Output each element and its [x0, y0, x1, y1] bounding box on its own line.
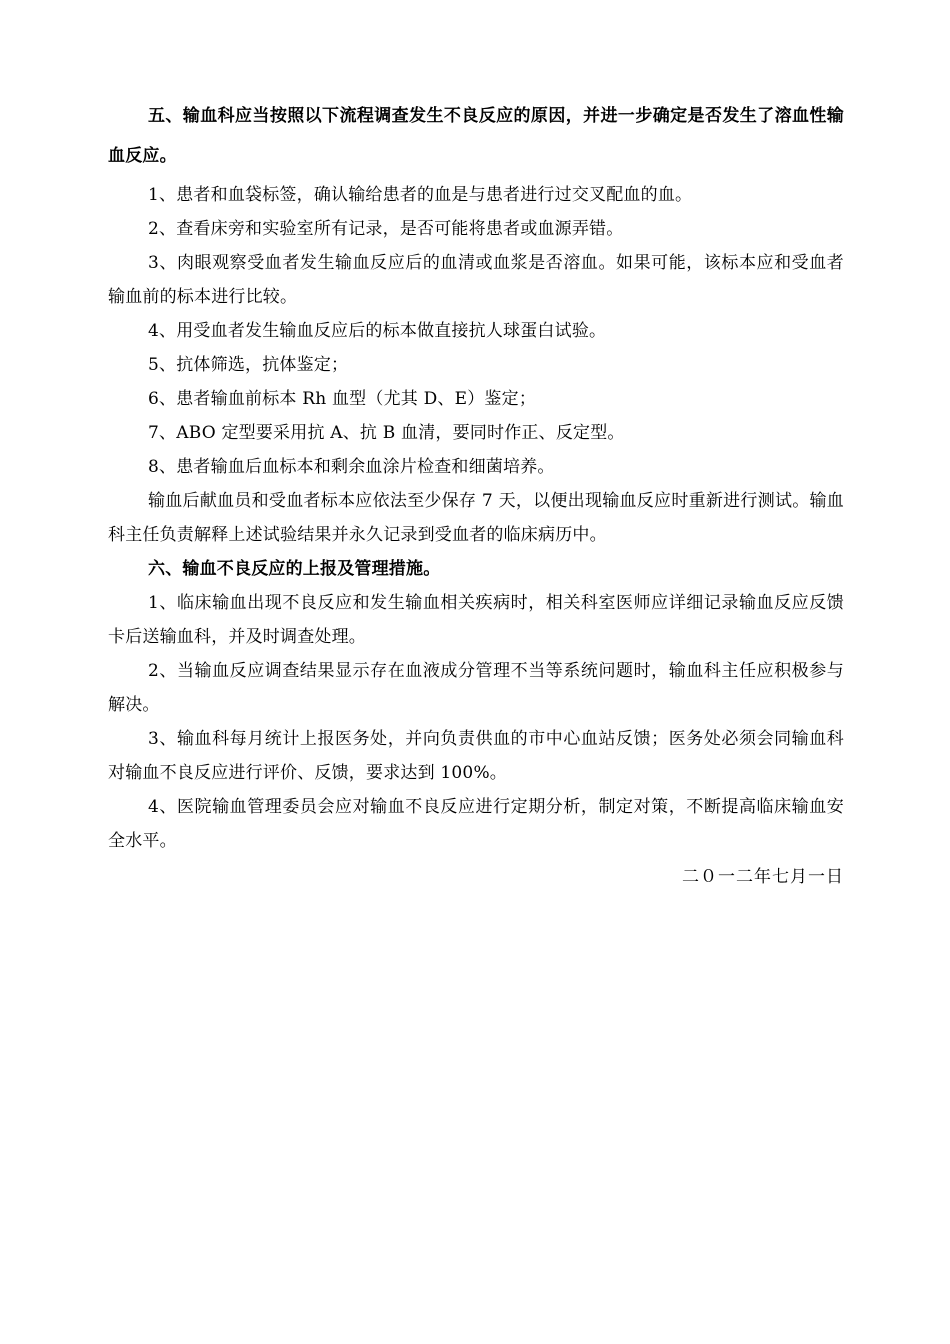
section-5-heading: 五、输血科应当按照以下流程调查发生不良反应的原因，并进一步确定是否发生了溶血性输血反应。 — [108, 106, 844, 166]
section-5-item-7: 7、ABO 定型要采用抗 A、抗 B 血清，要同时作正、反定型。 — [148, 423, 625, 443]
section-5-item-2: 2、查看床旁和实验室所有记录，是否可能将患者或血源弄错。 — [148, 219, 624, 239]
section-5-item-1: 1、患者和血袋标签，确认输给患者的血是与患者进行过交叉配血的血。 — [148, 185, 693, 205]
section-6-item-4: 4、医院输血管理委员会应对输血不良反应进行定期分析，制定对策，不断提高临床输血安全水平。 — [108, 797, 844, 851]
document-date: 二０一二年七月一日 — [682, 867, 844, 887]
section-5-item-6: 6、患者输血前标本 Rh 血型（尤其 D、E）鉴定； — [148, 389, 537, 409]
section-6-item-2: 2、当输血反应调查结果显示存在血液成分管理不当等系统问题时，输血科主任应积极参与解决。 — [108, 661, 844, 715]
document-body — [108, 96, 844, 894]
section-6-item-3: 3、输血科每月统计上报医务处，并向负责供血的市中心血站反馈；医务处必须会同输血科对输血不良反应进行评价、反馈，要求达到 100%。 — [108, 729, 844, 783]
section-5-item-8: 8、患者输血后血标本和剩余血涂片检查和细菌培养。 — [148, 457, 555, 477]
section-5-item-3: 3、肉眼观察受血者发生输血反应后的血清或血浆是否溶血。如果可能，该标本应和受血者输血前的标本进行比较。 — [108, 253, 844, 307]
section-5-item-5: 5、抗体筛选，抗体鉴定； — [148, 355, 349, 375]
section-5-item-4: 4、用受血者发生输血反应后的标本做直接抗人球蛋白试验。 — [148, 321, 607, 341]
section-5-note: 输血后献血员和受血者标本应依法至少保存 7 天，以便出现输血反应时重新进行测试。输血科主任负责解释上述试验结果并永久记录到受血者的临床病历中。 — [108, 491, 844, 545]
section-6-heading: 六、输血不良反应的上报及管理措施。 — [148, 559, 441, 579]
section-6-item-1: 1、临床输血出现不良反应和发生输血相关疾病时，相关科室医师应详细记录输血反应反馈卡后送输血科，并及时调查处理。 — [108, 593, 844, 647]
